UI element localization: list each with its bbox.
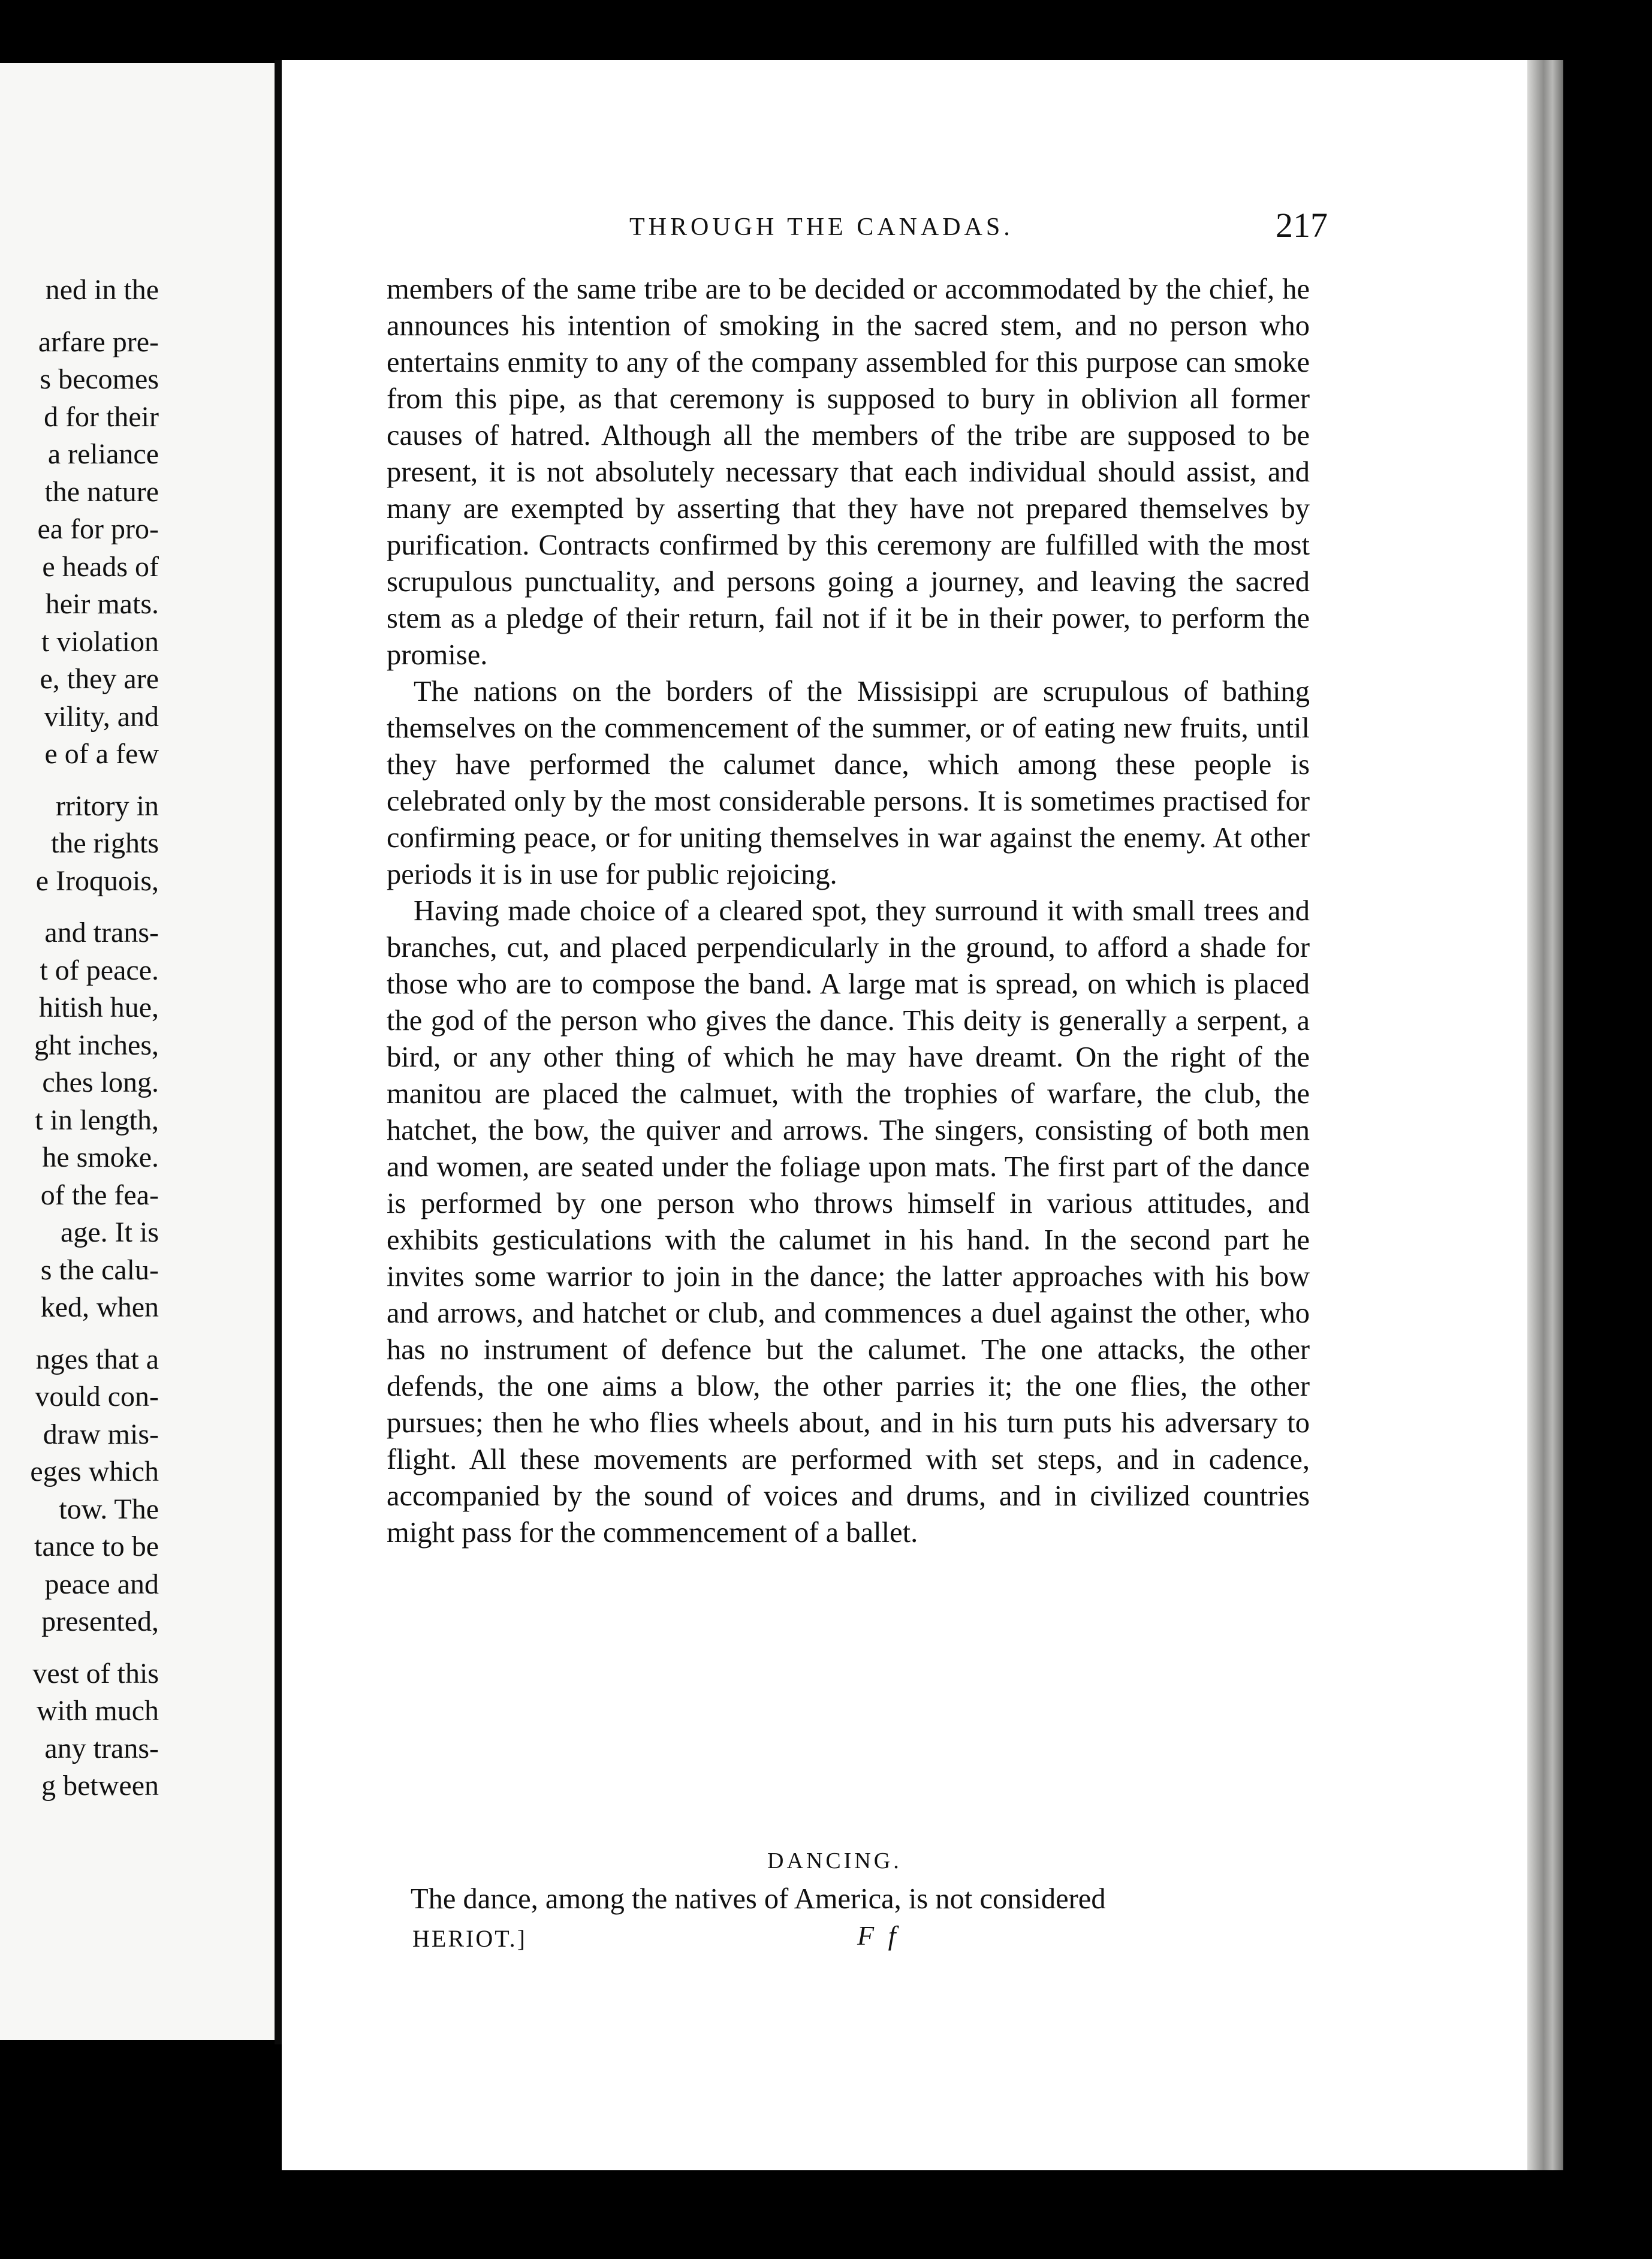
left-line-gap xyxy=(0,1327,159,1341)
left-line: eges which xyxy=(30,1456,159,1487)
left-line: he smoke. xyxy=(42,1141,159,1173)
left-line: any trans- xyxy=(44,1732,159,1764)
left-line-gap xyxy=(0,1641,159,1655)
left-line: hitish hue, xyxy=(39,992,159,1023)
left-page-text xyxy=(0,272,159,1805)
left-line: t of peace. xyxy=(40,954,159,986)
left-line: e of a few xyxy=(44,738,159,770)
left-line: s becomes xyxy=(40,363,159,395)
page-edge-shadow xyxy=(1527,60,1563,2170)
left-line: arfare pre- xyxy=(38,326,159,358)
paragraph: members of the same tribe are to be decided or accommodated by the chief, he announces his intention of smoking in the sacred stem, and no person who entertains enmity to any of the company assembled for this purpose can smoke from this pipe, as that ceremony is supposed to bury in oblivion all former causes of hatred. Although all the members of the tribe are supposed to be present, it is not absolutely necessary that each individual should assist, and many are exempted by asserting that they have not prepared themselves by purification. Contracts confirmed by this ceremony are fulfilled with the most scrupulous punctuality, and persons going a journey, and leaving the sacred stem as a pledge of their return, fail not if it be in their power, to perform the promise. xyxy=(387,273,1310,671)
paragraph: Having made choice of a cleared spot, they surround it with small trees and branches, cut, and placed perpendicularly in the ground, to afford a shade for those who are to compose the band. A large mat is spread, on which is placed the god of the person who gives the dance. This deity is generally a serpent, a bird, or any other thing of which he may have dreamt. On the right of the manitou are placed the calmuet, with the trophies of warfare, the club, the hatchet, the bow, the quiver and arrows. The singers, consisting of both men and women, are seated under the foliage upon mats. The first part of the dance is performed by one person who throws himself in various attitudes, and exhibits gesticulations with the calumet in his hand. In the second part he invites some warrior to join in the dance; the latter approaches with his bow and arrows, and hatchet or club, and commences a duel against the other, who has no instrument of defence but the calumet. The one attacks, the other defends, the one aims a blow, the other parries it; the one flies, the other pursues; then he who flies wheels about, and in his turn puts his adversary to flight. All these movements are performed with set steps, and in cadence, accompanied by the sound of voices and drums, and in civilized countries might pass for the commencement of a ballet. xyxy=(387,895,1310,1549)
left-line: peace and xyxy=(44,1568,159,1600)
body-text xyxy=(387,271,1310,1551)
left-line: ght inches, xyxy=(34,1029,159,1061)
left-line: s the calu- xyxy=(40,1254,159,1286)
section-first-line: The dance, among the natives of America, is not considered xyxy=(411,1883,1106,1915)
left-line: age. It is xyxy=(61,1216,159,1248)
footer-author: HERIOT.] xyxy=(412,1925,527,1952)
left-line: heir mats. xyxy=(45,588,159,620)
left-line: d for their xyxy=(44,400,159,433)
left-page xyxy=(0,63,275,2040)
footer-signature: F f xyxy=(857,1920,900,1951)
left-line: tance to be xyxy=(34,1531,159,1562)
left-line: a reliance xyxy=(47,438,159,470)
book-gutter xyxy=(275,60,282,2044)
left-line: tow. The xyxy=(59,1493,159,1525)
left-line: ea for pro- xyxy=(37,513,159,545)
page-number: 217 xyxy=(1276,206,1328,245)
left-line: e Iroquois, xyxy=(35,865,159,897)
left-line: the rights xyxy=(51,827,159,859)
paragraph: The nations on the borders of the Missisippi are scrupulous of bathing themselves on the commencement of the summer, or of eating new fruits, until they have performed the calumet dance, which among these people is celebrated only by the most considerable persons. It is sometimes practised for confirming peace, or for uniting themselves in war against the enemy. At other periods it is in use for public rejoicing. xyxy=(387,676,1310,890)
left-line: e heads of xyxy=(42,550,159,583)
left-line: e, they are xyxy=(40,663,159,695)
left-line: t in length, xyxy=(35,1104,159,1136)
left-line: g between xyxy=(41,1770,159,1802)
left-line: t violation xyxy=(41,625,159,658)
left-line: with much xyxy=(37,1695,159,1727)
left-line: ned in the xyxy=(45,274,159,306)
left-line: vility, and xyxy=(44,700,159,733)
left-line-gap xyxy=(0,900,159,914)
left-line: ches long. xyxy=(42,1067,159,1098)
left-line: the nature xyxy=(44,475,159,508)
left-line: ked, when xyxy=(40,1291,159,1323)
left-line-gap xyxy=(0,309,159,324)
left-line-gap xyxy=(0,773,159,788)
left-line: rritory in xyxy=(56,790,159,822)
running-head: THROUGH THE CANADAS. xyxy=(629,213,1014,241)
left-line: presented, xyxy=(41,1606,159,1637)
left-line: draw mis- xyxy=(43,1418,159,1450)
left-line: of the fea- xyxy=(40,1179,159,1211)
left-line: and trans- xyxy=(44,917,159,948)
left-line: nges that a xyxy=(35,1343,159,1375)
left-line: vest of this xyxy=(32,1657,159,1689)
section-heading: DANCING. xyxy=(767,1848,902,1874)
left-line: vould con- xyxy=(35,1381,159,1412)
